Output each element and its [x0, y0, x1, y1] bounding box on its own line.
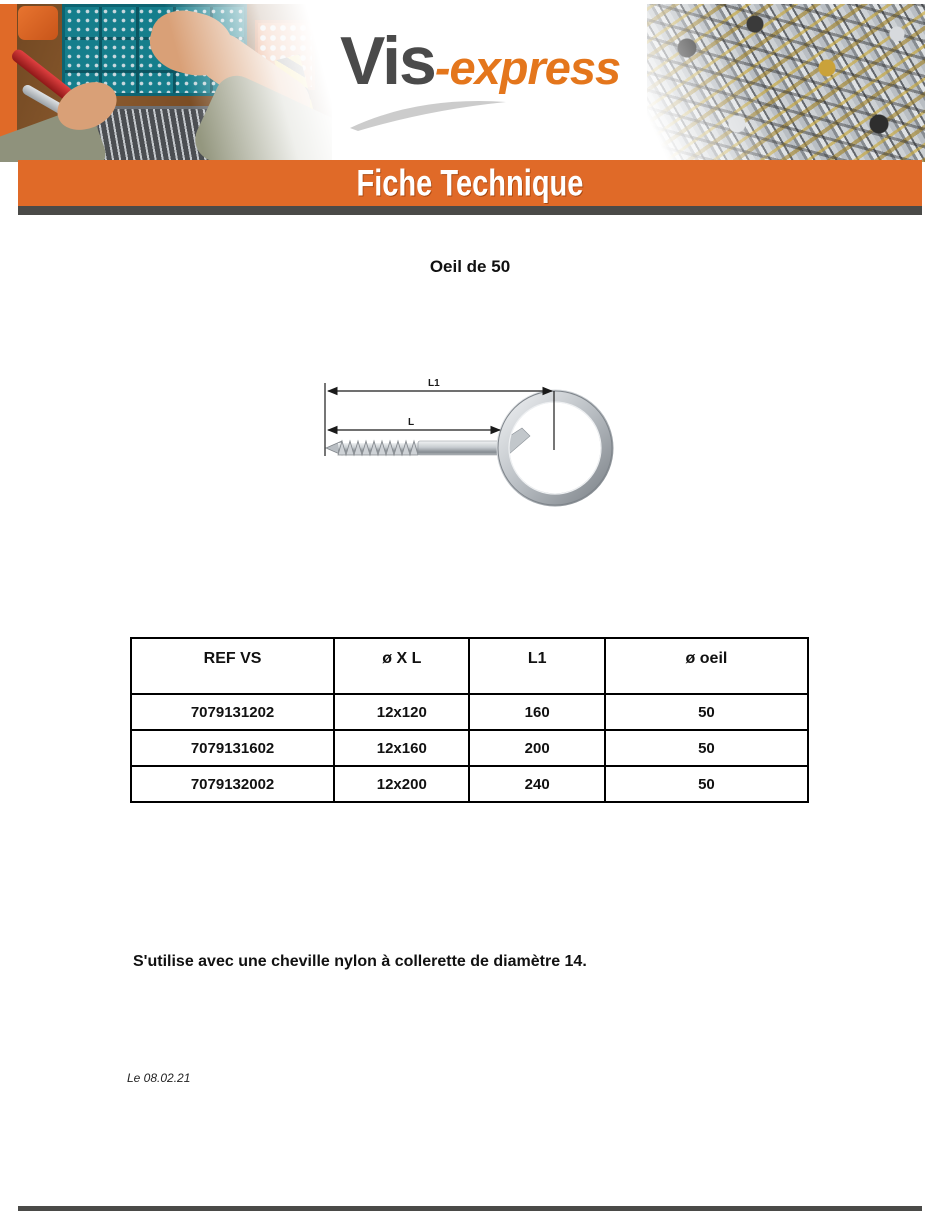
- cell-dxl: 12x120: [334, 694, 469, 730]
- date-label: Le 08.02.21: [127, 1071, 191, 1085]
- screws-pile-photo-image: [647, 4, 925, 162]
- photo-fade-overlay: [647, 4, 925, 162]
- cell-dxl: 12x200: [334, 766, 469, 802]
- divider-bar: [18, 206, 922, 215]
- cell-l1: 200: [469, 730, 604, 766]
- dimension-label-l1: L1: [428, 378, 440, 389]
- cell-l1: 240: [469, 766, 604, 802]
- screw-body: [326, 391, 612, 505]
- column-header-ref: REF VS: [131, 638, 334, 694]
- logo-text-vis: Vis: [340, 23, 435, 99]
- column-header-dxl: ø X L: [334, 638, 469, 694]
- column-header-oeil: ø oeil: [605, 638, 808, 694]
- table-row: [131, 694, 808, 730]
- table-row: [131, 730, 808, 766]
- dimension-label-l: L: [408, 417, 415, 428]
- cell-ref: 7079131602: [131, 730, 334, 766]
- column-header-l1: L1: [469, 638, 604, 694]
- spec-table: [130, 637, 809, 803]
- table-header-row: [131, 638, 808, 694]
- workbench-photo-image: [0, 4, 332, 162]
- cell-ref: 7079132002: [131, 766, 334, 802]
- usage-note: S'utilise avec une cheville nylon à collerette de diamètre 14.: [133, 953, 587, 970]
- footer-bar: [18, 1206, 922, 1211]
- cell-oeil: 50: [605, 694, 808, 730]
- screw-eye-diagram: [288, 358, 650, 540]
- logo-text-express: -express: [434, 41, 621, 94]
- screw-eye-drawing: [288, 358, 650, 540]
- table-row: [131, 766, 808, 802]
- banner-title: Fiche Technique: [356, 161, 584, 204]
- page-header: [0, 0, 940, 162]
- cell-ref: 7079131202: [131, 694, 334, 730]
- cell-dxl: 12x160: [334, 730, 469, 766]
- cell-oeil: 50: [605, 766, 808, 802]
- page-title: Oeil de 50: [429, 257, 511, 276]
- cell-oeil: 50: [605, 730, 808, 766]
- banner-fiche-technique: [18, 160, 922, 206]
- photo-fade-overlay: [0, 4, 332, 162]
- logo-swoosh-icon: [348, 88, 548, 132]
- vis-express-logo: [340, 22, 621, 142]
- cell-l1: 160: [469, 694, 604, 730]
